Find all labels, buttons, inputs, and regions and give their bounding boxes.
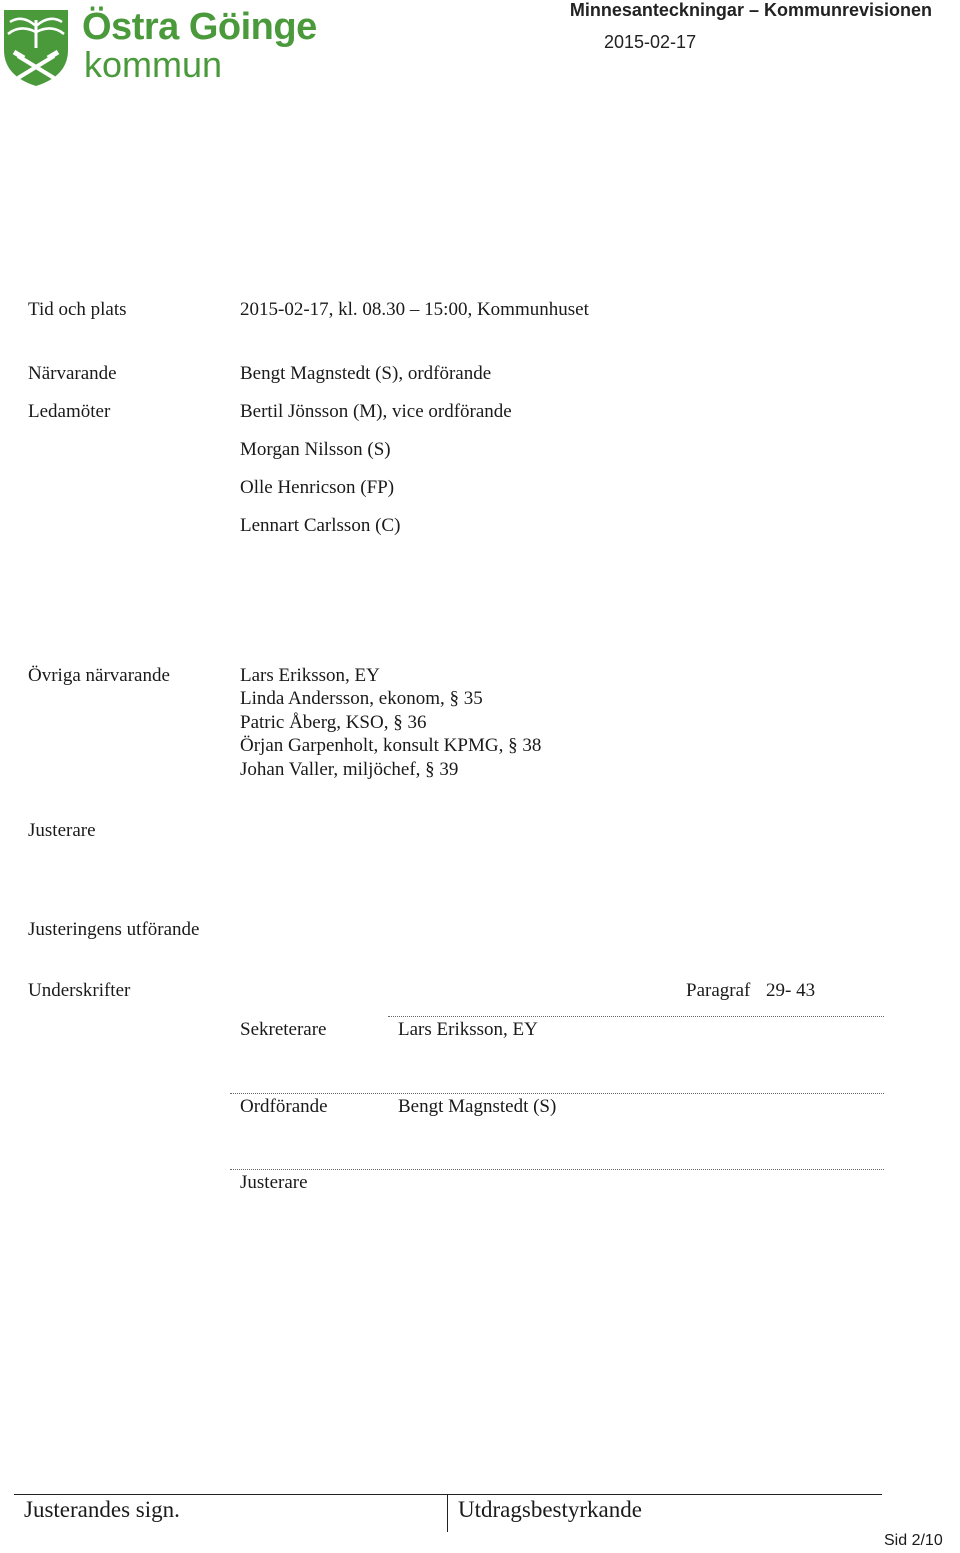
ledamot-5: Lennart Carlsson (C) (240, 515, 401, 536)
footer-utdragsbestyrkande: Utdragsbestyrkande (458, 1497, 642, 1522)
ledamoter-label: Ledamöter (28, 401, 111, 422)
narvarande-label: Närvarande (28, 363, 117, 384)
tid-value: 2015-02-17, kl. 08.30 – 15:00, Kommunhuset (240, 299, 589, 320)
underskrifter-label: Underskrifter (28, 980, 131, 1001)
ledamot-4: Olle Henricson (FP) (240, 477, 395, 498)
page-number: Sid 2/10 (884, 1532, 943, 1549)
logo-wordmark-line1: Östra Göinge (82, 6, 317, 48)
ledamot-2: Bertil Jönsson (M), vice ordförande (240, 401, 512, 422)
ledamot-1: Bengt Magnstedt (S), ordförande (240, 363, 492, 384)
ovriga-item-5: Johan Valler, miljöchef, § 39 (240, 759, 459, 780)
document-date: 2015-02-17 (604, 32, 697, 52)
ovriga-item-4: Örjan Garpenholt, konsult KPMG, § 38 (240, 735, 542, 756)
document-title: Minnesanteckningar – Kommunrevisionen (569, 0, 932, 20)
logo-wordmark-line2: kommun (84, 44, 223, 85)
municipal-logo-icon (0, 6, 72, 88)
signature-line-sekreterare (388, 1016, 884, 1017)
signature-name-sekreterare: Lars Eriksson, EY (398, 1019, 538, 1040)
footer-column-divider (447, 1494, 448, 1532)
ovriga-label: Övriga närvarande (28, 665, 170, 686)
signature-role-ordforande: Ordförande (240, 1096, 328, 1117)
tid-label: Tid och plats (28, 299, 127, 320)
footer-justerandes-sign: Justerandes sign. (24, 1497, 180, 1522)
signature-name-ordforande: Bengt Magnstedt (S) (398, 1096, 557, 1117)
signature-role-sekreterare: Sekreterare (240, 1019, 327, 1040)
paragraf-value: 29- 43 (766, 980, 816, 1001)
signature-line-ordforande (230, 1093, 884, 1094)
justeringens-label: Justeringens utförande (28, 919, 200, 940)
signature-role-justerare: Justerare (240, 1172, 308, 1193)
ledamot-3: Morgan Nilsson (S) (240, 439, 391, 460)
paragraf-label: Paragraf (686, 980, 751, 1001)
footer-divider-line (14, 1494, 882, 1495)
justerare-label: Justerare (28, 820, 96, 841)
ovriga-item-2: Linda Andersson, ekonom, § 35 (240, 688, 483, 709)
ovriga-item-3: Patric Åberg, KSO, § 36 (240, 712, 427, 733)
signature-line-justerare (230, 1169, 884, 1170)
ovriga-item-1: Lars Eriksson, EY (240, 665, 380, 686)
